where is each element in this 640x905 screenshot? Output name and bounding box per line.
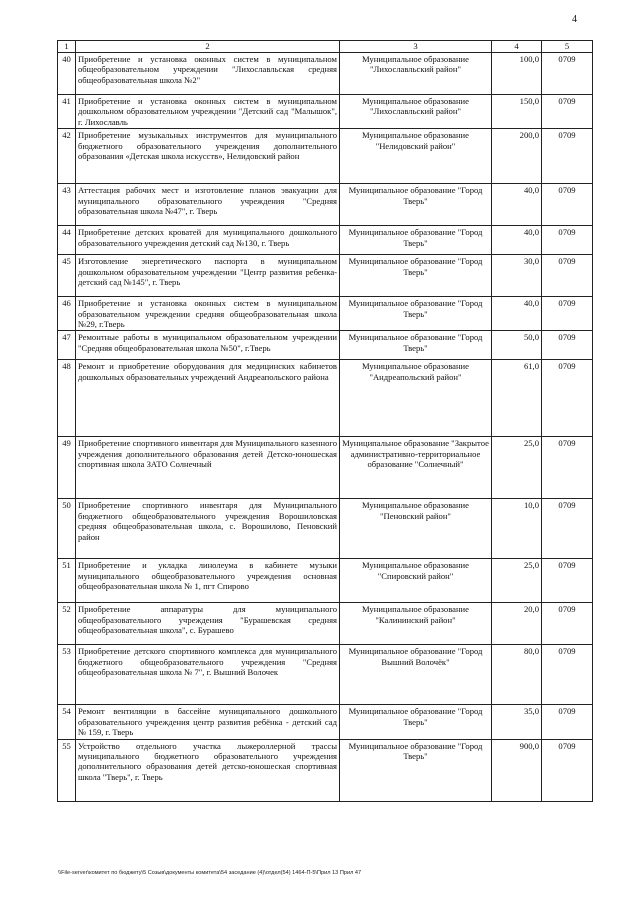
table-row xyxy=(58,705,593,739)
row-municipality: Муниципальное образование "Закрытое административно-территориальное образование "Солнечный" xyxy=(340,437,492,499)
row-municipality: Муниципальное образование "Нелидовский район" xyxy=(340,129,492,184)
header-col-4: 4 xyxy=(492,41,542,53)
row-budget-code: 0709 xyxy=(542,360,593,437)
table-row xyxy=(58,226,593,255)
row-number: 46 xyxy=(58,297,76,331)
table-row xyxy=(58,603,593,645)
row-budget-code: 0709 xyxy=(542,705,593,739)
table-row xyxy=(58,331,593,360)
row-number: 51 xyxy=(58,559,76,603)
row-budget-code: 0709 xyxy=(542,645,593,705)
row-municipality: Муниципальное образование "Лихославльский район" xyxy=(340,53,492,95)
table-row xyxy=(58,645,593,705)
row-municipality: Муниципальное образование "Город Тверь" xyxy=(340,705,492,739)
row-description: Приобретение и установка оконных систем в муниципальном образовательном учреждении средняя общеобразовательная школа №29, г.Тверь xyxy=(76,297,340,331)
row-municipality: Муниципальное образование "Калининский район" xyxy=(340,603,492,645)
row-description: Ремонтные работы в муниципальном образовательном учреждении "Средняя общеобразовательная школа №50", г.Тверь xyxy=(76,331,340,360)
table-row xyxy=(58,297,593,331)
table-row xyxy=(58,129,593,184)
row-description: Приобретение и установка оконных систем в муниципальном общеобразовательном учреждении "Лихославльская средняя общеобразовательная школа №2" xyxy=(76,53,340,95)
row-municipality: Муниципальное образование "Город Тверь" xyxy=(340,226,492,255)
row-municipality: Муниципальное образование "Город Вышний Волочёк" xyxy=(340,645,492,705)
row-number: 49 xyxy=(58,437,76,499)
row-number: 45 xyxy=(58,255,76,297)
row-municipality: Муниципальное образование "Город Тверь" xyxy=(340,255,492,297)
row-number: 44 xyxy=(58,226,76,255)
row-amount: 30,0 xyxy=(492,255,542,297)
row-description: Устройство отдельного участка лыжероллерной трассы муниципального бюджетного образовательного учреждения дополнительного образования детей детско-юношеская спортивная школа "Тверь", г. Тверь xyxy=(76,739,340,801)
row-description: Приобретение и установка оконных систем в муниципальном дошкольном образовательном учреждении "Детский сад "Малышок", г. Лихославль xyxy=(76,95,340,129)
row-number: 42 xyxy=(58,129,76,184)
row-number: 48 xyxy=(58,360,76,437)
row-description: Изготовление энергетического паспорта в муниципальном дошкольном образовательном учреждении "Центр развития ребенка-детский сад №145", г. Тверь xyxy=(76,255,340,297)
row-municipality: Муниципальное образование "Пеновский район" xyxy=(340,499,492,559)
table-header-row xyxy=(58,41,593,53)
row-number: 47 xyxy=(58,331,76,360)
row-amount: 100,0 xyxy=(492,53,542,95)
row-amount: 35,0 xyxy=(492,705,542,739)
row-budget-code: 0709 xyxy=(542,53,593,95)
row-municipality: Муниципальное образование "Город Тверь" xyxy=(340,331,492,360)
row-amount: 25,0 xyxy=(492,437,542,499)
header-col-2: 2 xyxy=(76,41,340,53)
row-budget-code: 0709 xyxy=(542,559,593,603)
row-description: Аттестация рабочих мест и изготовление планов эвакуации для муниципального образовательного учреждения "Средняя образовательная школа №47", г. Тверь xyxy=(76,184,340,226)
row-municipality: Муниципальное образование "Город Тверь" xyxy=(340,739,492,801)
row-description: Ремонт вентиляции в бассейне муниципального дошкольного образовательного учреждения центр развития ребёнка - детский сад № 159, г. Тверь xyxy=(76,705,340,739)
row-number: 40 xyxy=(58,53,76,95)
row-description: Приобретение аппаратуры для муниципального общеобразовательного учреждения "Бурашевская средняя общеобразовательная школа", с. Бурашево xyxy=(76,603,340,645)
row-amount: 50,0 xyxy=(492,331,542,360)
row-budget-code: 0709 xyxy=(542,129,593,184)
row-budget-code: 0709 xyxy=(542,499,593,559)
row-budget-code: 0709 xyxy=(542,331,593,360)
row-amount: 150,0 xyxy=(492,95,542,129)
row-budget-code: 0709 xyxy=(542,226,593,255)
page-number: 4 xyxy=(572,14,577,25)
row-budget-code: 0709 xyxy=(542,95,593,129)
row-budget-code: 0709 xyxy=(542,297,593,331)
row-budget-code: 0709 xyxy=(542,184,593,226)
table-row xyxy=(58,499,593,559)
row-description: Приобретение детского спортивного комплекса для муниципального бюджетного общеобразовательного учреждения "Средняя общеобразовательная школа № 7", г. Вышний Волочек xyxy=(76,645,340,705)
appropriations-table xyxy=(57,40,593,802)
row-number: 55 xyxy=(58,739,76,801)
table-row xyxy=(58,53,593,95)
row-number: 54 xyxy=(58,705,76,739)
row-amount: 61,0 xyxy=(492,360,542,437)
row-amount: 40,0 xyxy=(492,297,542,331)
row-description: Приобретение спортивного инвентаря для Муниципального бюджетного общеобразовательного учреждения Ворошиловская средняя общеобразовательная школа, с. Ворошилово, Пеновский район xyxy=(76,499,340,559)
row-description: Приобретение музыкальных инструментов для муниципального бюджетного образовательного учреждения дополнительного образования «Детская школа искусств», Нелидовский район xyxy=(76,129,340,184)
row-number: 43 xyxy=(58,184,76,226)
row-amount: 80,0 xyxy=(492,645,542,705)
row-amount: 200,0 xyxy=(492,129,542,184)
table-row xyxy=(58,437,593,499)
row-amount: 25,0 xyxy=(492,559,542,603)
row-amount: 10,0 xyxy=(492,499,542,559)
row-budget-code: 0709 xyxy=(542,603,593,645)
row-number: 41 xyxy=(58,95,76,129)
row-number: 52 xyxy=(58,603,76,645)
row-municipality: Муниципальное образование "Андреапольский район" xyxy=(340,360,492,437)
row-description: Ремонт и приобретение оборудования для медицинских кабинетов дошкольных образовательных учреждений Андреапольского района xyxy=(76,360,340,437)
row-amount: 40,0 xyxy=(492,184,542,226)
table-row xyxy=(58,255,593,297)
row-amount: 900,0 xyxy=(492,739,542,801)
row-description: Приобретение детских кроватей для муниципального дошкольного образовательного учреждения детский сад №130, г. Тверь xyxy=(76,226,340,255)
row-municipality: Муниципальное образование "Город Тверь" xyxy=(340,184,492,226)
table-row xyxy=(58,559,593,603)
header-col-5: 5 xyxy=(542,41,593,53)
row-budget-code: 0709 xyxy=(542,739,593,801)
row-municipality: Муниципальное образование "Город Тверь" xyxy=(340,297,492,331)
header-col-1: 1 xyxy=(58,41,76,53)
table-row xyxy=(58,360,593,437)
row-description: Приобретение и укладка линолеума в кабинете музыки муниципального общеобразовательного учреждения основная общеобразовательная школа № 1, пгт Спирово xyxy=(76,559,340,603)
file-path-footer: \\File-server\комитет по бюджету\5 Созыв\документы комитета\54 заседание (4)\отдел(54) 1464-П-5\Прил 13 Прил 47 xyxy=(58,870,362,876)
row-amount: 20,0 xyxy=(492,603,542,645)
header-col-3: 3 xyxy=(340,41,492,53)
row-amount: 40,0 xyxy=(492,226,542,255)
row-description: Приобретение спортивного инвентаря для Муниципального казенного учреждения дополнительного образования детей Детско-юношеская спортивная школа ЗАТО Солнечный xyxy=(76,437,340,499)
row-municipality: Муниципальное образование "Спировский район" xyxy=(340,559,492,603)
row-number: 50 xyxy=(58,499,76,559)
table-row xyxy=(58,184,593,226)
table-row xyxy=(58,95,593,129)
row-budget-code: 0709 xyxy=(542,255,593,297)
row-municipality: Муниципальное образование "Лихославльский район" xyxy=(340,95,492,129)
row-number: 53 xyxy=(58,645,76,705)
row-budget-code: 0709 xyxy=(542,437,593,499)
table-row xyxy=(58,739,593,801)
